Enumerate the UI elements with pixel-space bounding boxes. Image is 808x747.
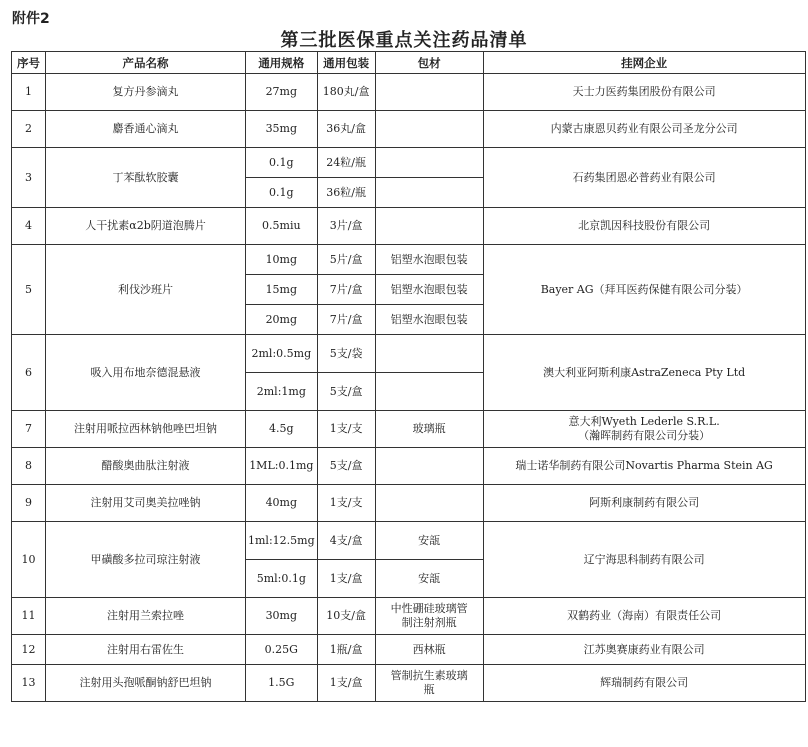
product-name: 吸入用布地奈德混悬液 (46, 335, 246, 411)
package: 1支/支 (317, 411, 375, 448)
spec: 0.5miu (246, 208, 318, 245)
table-row (12, 485, 806, 522)
spec: 30mg (246, 598, 318, 635)
row-no: 10 (12, 522, 46, 598)
company: 双鹤药业（海南）有限责任公司 (483, 598, 805, 635)
row-no: 1 (12, 74, 46, 111)
company: 辽宁海思科制药有限公司 (483, 522, 805, 598)
spec: 35mg (246, 111, 318, 148)
spec: 20mg (246, 305, 318, 335)
header-no: 序号 (12, 52, 46, 74)
spec: 0.25G (246, 635, 318, 665)
material (375, 148, 483, 178)
row-no: 9 (12, 485, 46, 522)
company: 阿斯利康制药有限公司 (483, 485, 805, 522)
spec: 15mg (246, 275, 318, 305)
product-name: 注射用哌拉西林钠他唑巴坦钠 (46, 411, 246, 448)
spec: 10mg (246, 245, 318, 275)
row-no: 7 (12, 411, 46, 448)
material-line-1: 管制抗生素玻璃 (390, 669, 468, 682)
row-no: 3 (12, 148, 46, 208)
package: 36丸/盒 (317, 111, 375, 148)
material (375, 373, 483, 411)
table-row (12, 245, 806, 275)
spec: 4.5g (246, 411, 318, 448)
company: 江苏奥赛康药业有限公司 (483, 635, 805, 665)
table-row (12, 74, 806, 111)
material: 西林瓶 (375, 635, 483, 665)
material (375, 485, 483, 522)
table-row (12, 411, 806, 448)
spec: 0.1g (246, 148, 318, 178)
material: 铝塑水泡眼包装 (375, 275, 483, 305)
material (375, 665, 483, 702)
product-name: 人干扰素α2b阴道泡腾片 (46, 208, 246, 245)
package: 5支/盒 (317, 448, 375, 485)
package: 3片/盒 (317, 208, 375, 245)
company-line-1: 意大利Wyeth Lederle S.R.L. (568, 415, 720, 428)
table-header-row (12, 52, 806, 74)
product-name: 醋酸奥曲肽注射液 (46, 448, 246, 485)
spec: 5ml:0.1g (246, 560, 318, 598)
product-name: 甲磺酸多拉司琼注射液 (46, 522, 246, 598)
material-line-2: 制注射剂瓶 (401, 616, 457, 629)
company: Bayer AG（拜耳医药保健有限公司分装） (483, 245, 805, 335)
product-name: 丁苯酞软胶囊 (46, 148, 246, 208)
product-name: 利伐沙班片 (46, 245, 246, 335)
package: 24粒/瓶 (317, 148, 375, 178)
material: 铝塑水泡眼包装 (375, 305, 483, 335)
spec: 1ML:0.1mg (246, 448, 318, 485)
spec: 27mg (246, 74, 318, 111)
package: 10支/盒 (317, 598, 375, 635)
package: 1支/盒 (317, 665, 375, 702)
package: 1支/盒 (317, 560, 375, 598)
company: 北京凯因科技股份有限公司 (483, 208, 805, 245)
company-line-2: （瀚晖制药有限公司分装） (578, 429, 711, 442)
table-row (12, 598, 806, 635)
package: 4支/盒 (317, 522, 375, 560)
package: 5支/袋 (317, 335, 375, 373)
table-row (12, 665, 806, 702)
package: 7片/盒 (317, 275, 375, 305)
material (375, 208, 483, 245)
spec: 40mg (246, 485, 318, 522)
material-line-1: 中性硼硅玻璃管 (390, 602, 468, 615)
package: 5片/盒 (317, 245, 375, 275)
attachment-label: 附件2 (12, 11, 50, 27)
row-no: 11 (12, 598, 46, 635)
material (375, 178, 483, 208)
product-name: 注射用头孢哌酮钠舒巴坦钠 (46, 665, 246, 702)
table-row (12, 448, 806, 485)
row-no: 8 (12, 448, 46, 485)
row-no: 2 (12, 111, 46, 148)
company (483, 411, 805, 448)
header-material: 包材 (375, 52, 483, 74)
product-name: 复方丹参滴丸 (46, 74, 246, 111)
material: 铝塑水泡眼包装 (375, 245, 483, 275)
header-company: 挂网企业 (483, 52, 805, 74)
table-row (12, 208, 806, 245)
row-no: 6 (12, 335, 46, 411)
row-no: 13 (12, 665, 46, 702)
spec: 1.5G (246, 665, 318, 702)
company: 澳大利亚阿斯利康AstraZeneca Pty Ltd (483, 335, 805, 411)
spec: 0.1g (246, 178, 318, 208)
spec: 2ml:1mg (246, 373, 318, 411)
company: 天士力医药集团股份有限公司 (483, 74, 805, 111)
package: 1支/支 (317, 485, 375, 522)
company: 瑞士诺华制药有限公司Novartis Pharma Stein AG (483, 448, 805, 485)
row-no: 5 (12, 245, 46, 335)
product-name: 注射用艾司奥美拉唑钠 (46, 485, 246, 522)
material (375, 111, 483, 148)
table-row (12, 148, 806, 178)
material: 安瓿 (375, 522, 483, 560)
material: 安瓿 (375, 560, 483, 598)
material (375, 335, 483, 373)
table-row (12, 335, 806, 373)
company: 辉瑞制药有限公司 (483, 665, 805, 702)
package: 7片/盒 (317, 305, 375, 335)
document-title: 第三批医保重点关注药品清单 (280, 30, 528, 51)
header-package: 通用包装 (317, 52, 375, 74)
drug-list-table (11, 51, 806, 702)
package: 5支/盒 (317, 373, 375, 411)
package: 180丸/盒 (317, 74, 375, 111)
material (375, 74, 483, 111)
product-name: 麝香通心滴丸 (46, 111, 246, 148)
header-spec: 通用规格 (246, 52, 318, 74)
table-row (12, 111, 806, 148)
product-name: 注射用兰索拉唑 (46, 598, 246, 635)
table-row (12, 522, 806, 560)
material (375, 598, 483, 635)
row-no: 12 (12, 635, 46, 665)
product-name: 注射用右雷佐生 (46, 635, 246, 665)
package: 1瓶/盒 (317, 635, 375, 665)
spec: 2ml:0.5mg (246, 335, 318, 373)
material (375, 448, 483, 485)
company: 内蒙古康恩贝药业有限公司圣龙分公司 (483, 111, 805, 148)
spec: 1ml:12.5mg (246, 522, 318, 560)
company: 石药集团恩必普药业有限公司 (483, 148, 805, 208)
header-product-name: 产品名称 (46, 52, 246, 74)
table-row (12, 635, 806, 665)
material: 玻璃瓶 (375, 411, 483, 448)
row-no: 4 (12, 208, 46, 245)
package: 36粒/瓶 (317, 178, 375, 208)
material-line-2: 瓶 (423, 683, 435, 696)
